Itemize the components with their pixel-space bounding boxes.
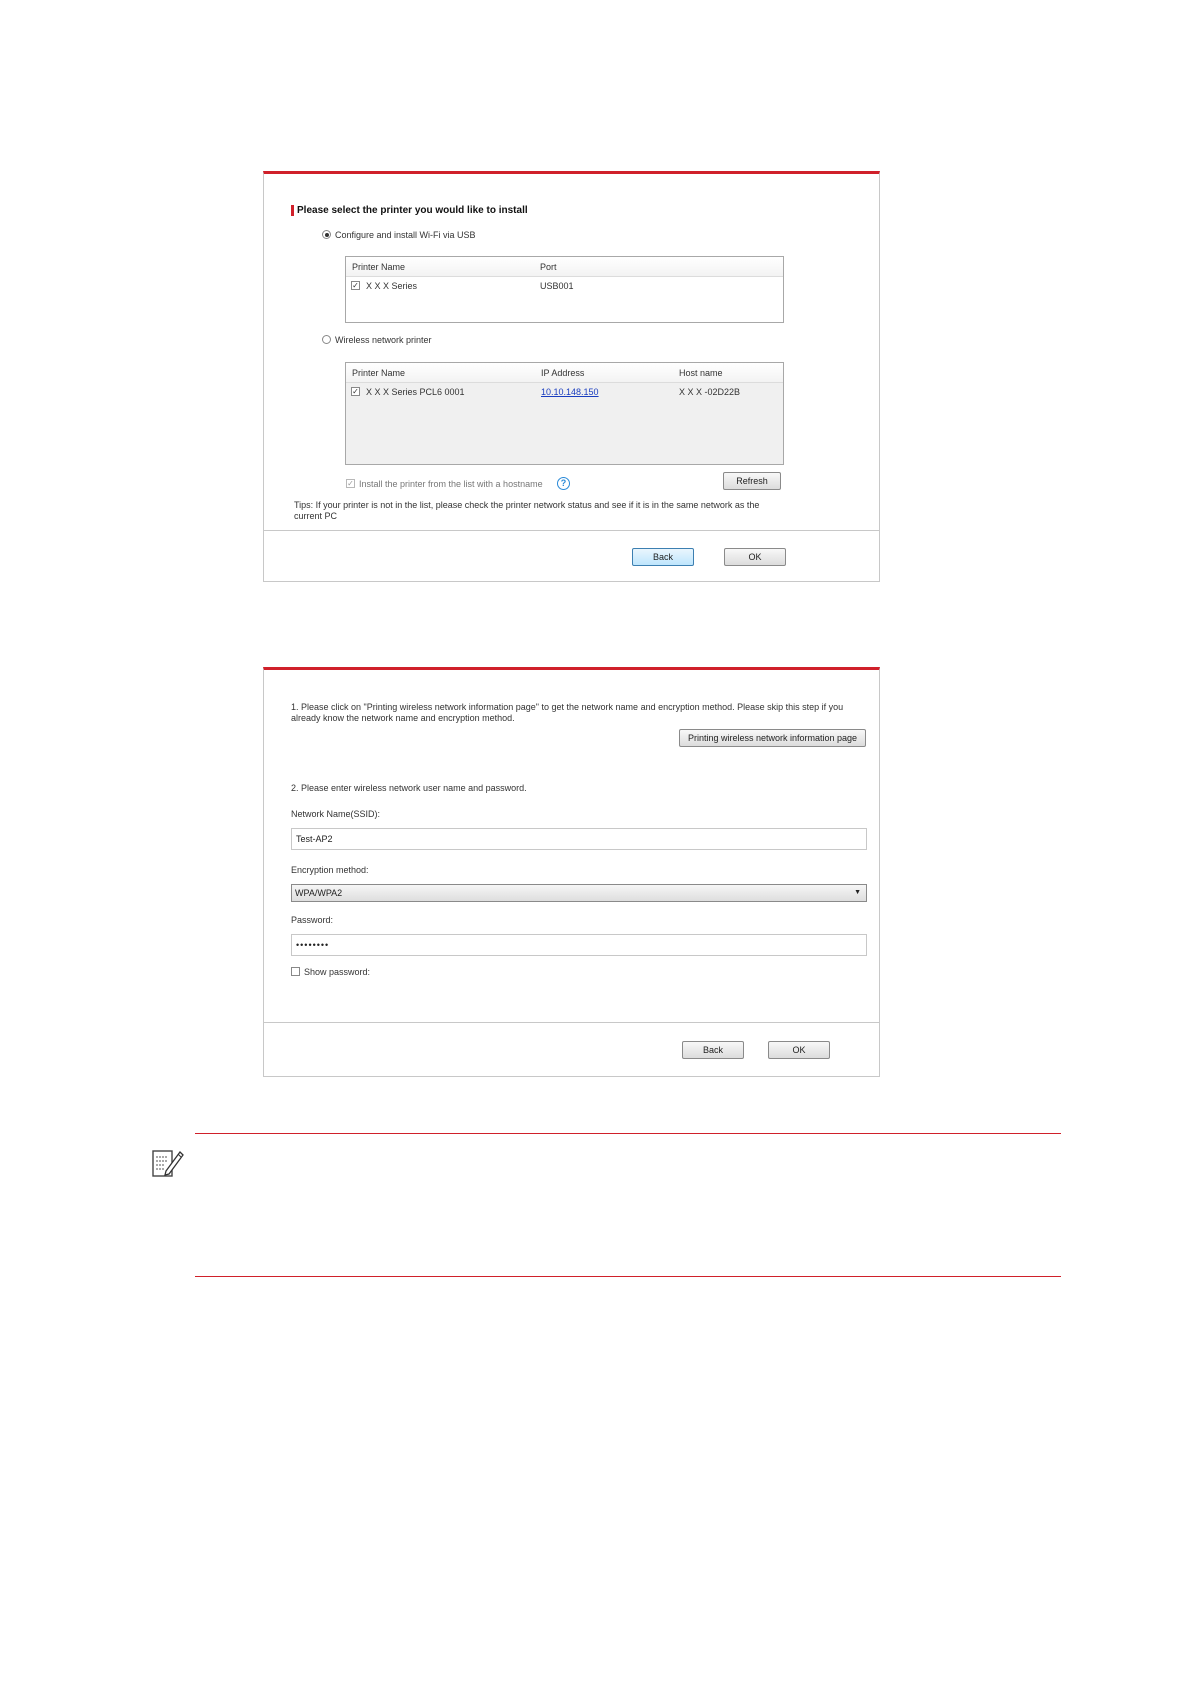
printer-name-cell: X X X Series (366, 281, 418, 291)
dialog-heading: Please select the printer you would like to install (297, 205, 528, 216)
password-input[interactable]: •••••••• (291, 934, 867, 956)
ssid-label: Network Name(SSID): (291, 809, 381, 819)
note-bottom-rule (195, 1276, 1061, 1277)
wireless-settings-dialog (263, 667, 880, 1077)
usb-printer-table (345, 256, 784, 323)
chevron-down-icon: ▼ (854, 889, 861, 896)
password-label: Password: (291, 915, 334, 925)
ip-address-link[interactable]: 10.10.148.150 (541, 387, 599, 397)
port-cell: USB001 (540, 281, 574, 291)
column-header-port: Port (540, 262, 557, 272)
help-icon[interactable]: ? (557, 477, 570, 490)
wireless-printer-table (345, 362, 784, 465)
wireless-table-header (346, 363, 783, 383)
column-header-printer-name: Printer Name (352, 262, 406, 272)
printer-checkbox[interactable]: ✓ (352, 281, 359, 290)
host-name-cell: X X X -02D22B (679, 387, 741, 397)
printer-checkbox[interactable]: ✓ (352, 387, 359, 396)
printer-selection-dialog (263, 171, 880, 582)
column-header-host-name: Host name (679, 368, 723, 378)
back-button[interactable]: Back (632, 548, 694, 566)
note-icon (151, 1146, 185, 1180)
column-header-printer-name: Printer Name (352, 368, 406, 378)
back-button[interactable]: Back (682, 1041, 744, 1059)
heading-accent-bar (291, 205, 294, 216)
step1-text-line1: 1. Please click on "Printing wireless network information page" to get the network name and encryption method. Please skip this step if you (291, 702, 844, 712)
note-top-rule (195, 1133, 1061, 1134)
footer-divider (264, 1022, 879, 1023)
table-row[interactable] (346, 278, 783, 294)
ok-button[interactable]: OK (724, 548, 786, 566)
show-password-checkbox[interactable] (291, 967, 300, 976)
step1-text-line2: already know the network name and encryption method. (291, 713, 515, 723)
print-info-page-button[interactable]: Printing wireless network information page (679, 729, 866, 747)
printer-name-cell: X X X Series PCL6 0001 (366, 387, 465, 397)
step2-text: 2. Please enter wireless network user name and password. (291, 783, 527, 793)
wireless-option-label[interactable]: Wireless network printer (335, 335, 432, 345)
tips-text-line1: Tips: If your printer is not in the list, please check the printer network status and see if it is in the same network as the (294, 500, 760, 510)
encryption-label: Encryption method: (291, 865, 369, 875)
usb-radio[interactable] (322, 230, 331, 239)
footer-divider (264, 530, 879, 531)
usb-table-header (346, 257, 783, 277)
wireless-radio[interactable] (322, 335, 331, 344)
encryption-value: WPA/WPA2 (295, 888, 343, 898)
install-hostname-label: Install the printer from the list with a hostname (359, 479, 543, 489)
table-row[interactable] (346, 384, 783, 400)
encryption-select[interactable] (291, 884, 867, 902)
column-header-ip-address: IP Address (541, 368, 585, 378)
install-hostname-checkbox[interactable]: ✓ (347, 479, 354, 488)
show-password-label[interactable]: Show password: (304, 967, 371, 977)
tips-text-line2: current PC (294, 511, 338, 521)
ssid-input[interactable]: Test-AP2 (291, 828, 867, 850)
refresh-button[interactable]: Refresh (723, 472, 781, 490)
ok-button[interactable]: OK (768, 1041, 830, 1059)
usb-option-label[interactable]: Configure and install Wi-Fi via USB (335, 230, 476, 240)
